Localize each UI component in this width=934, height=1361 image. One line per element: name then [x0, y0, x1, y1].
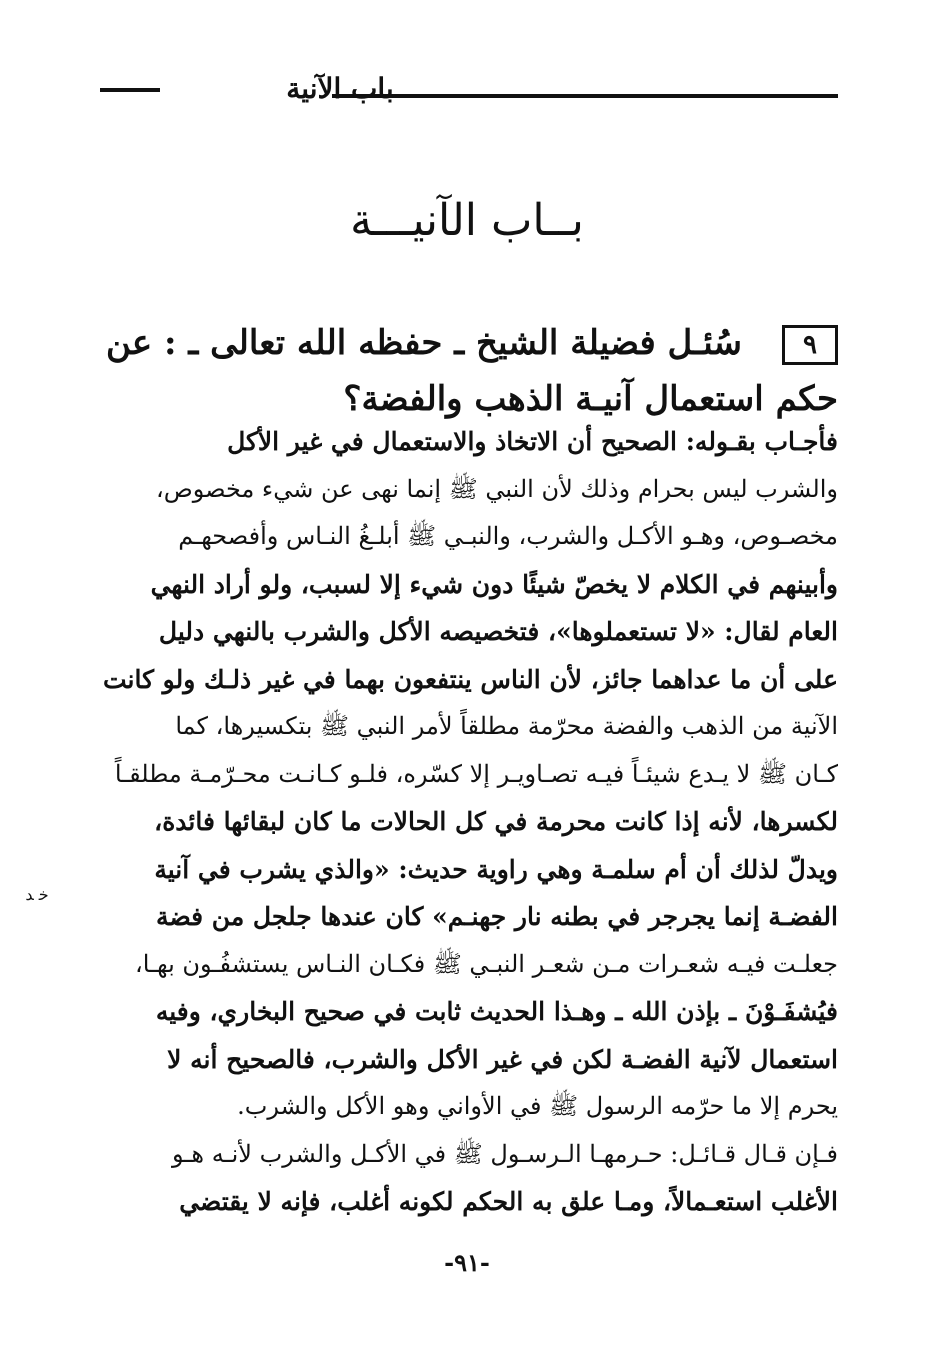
question-line-1 — [100, 315, 838, 371]
chapter-title: بــاب الآنيـــة — [350, 195, 584, 246]
header-rule-short — [100, 88, 160, 92]
body-line: الآنية من الذهب والفضة محرّمة مطلقاً لأمر النبي ﷺ بتكسيرها، كما — [175, 712, 838, 740]
question-text-1: سُئـل فضيلة الشيخ ـ حفظه الله تعالى ـ : عن — [105, 323, 742, 363]
body-line: ويدلّ لذلك أن أم سلمـة وهي راوية حديث: «والذي يشرب في آنية — [154, 854, 838, 884]
body-line: يحرم إلا ما حرّمه الرسول ﷺ في الأواني وهو الأكل والشرب. — [237, 1092, 838, 1120]
body-line: مخصـوص، وهـو الأكـل والشرب، والنبـي ﷺ أبلـغُ النـاس وأفصحهـم — [178, 522, 838, 550]
body-line: العام لقال: «لا تستعملوها»، فتخصيصه الأكل والشرب بالنهي دليل — [158, 617, 838, 646]
body-line: على أن ما عداهما جائز، لأن الناس ينتفعون بهما في غير ذلـك ولو كانت — [102, 664, 838, 694]
running-header — [100, 70, 838, 120]
body-line: الفضـة إنما يجرجر في بطنه نار جهنـم» كان عندها جلجل من فضة — [156, 902, 838, 931]
page-number: -٩١- — [444, 1248, 490, 1277]
body-line: لكسرها، لأنه إذا كانت محرمة في كل الحالات ما كان لبقائها فائدة، — [154, 807, 838, 836]
body-line: والشرب ليس بحرام وذلك لأن النبي ﷺ إنما نهى عن شيء مخصوص، — [155, 474, 838, 503]
body-line: كـان ﷺ لا يـدع شيئـاً فيـه تصـاويـر إلا كسّره، فلـو كـانـت محـرّمـة مطلقـاً — [114, 759, 838, 788]
body-line: فأجـاب بقـوله: الصحيح أن الاتخاذ والاستعمال في غير الأكل — [227, 427, 838, 456]
question-number-box: ٩ — [782, 325, 838, 365]
body-line: الأغلب استعـمالاً، ومـا علق به الحكم لكونه أغلب، فإنه لا يقتضي — [179, 1187, 838, 1216]
body-line: جعلـت فيـه شعـرات مـن شعـر النبـي ﷺ فكـان النـاس يستشفُـون بهـا، — [134, 949, 838, 978]
question-line-2: حكم استعمال آنيـة الذهب والفضة؟ — [343, 379, 838, 419]
answer-body — [100, 418, 838, 1226]
question-block — [100, 315, 838, 427]
margin-note: ﺧ ﺪ — [25, 885, 49, 904]
body-line: فيُشفَـوْنَ ـ بإذن الله ـ وهـذا الحديث ثابت في صحيح البخاري، وفيه — [155, 997, 838, 1026]
running-title: باب الآنية — [286, 72, 394, 105]
body-line: وأبينهم في الكلام لا يخصّ شيئًا دون شيء إلا لسبب، ولو أراد النهي — [150, 569, 838, 599]
body-line: استعمال لآنية الفضـة لكن في غير الأكل والشرب، فالصحيح أنه لا — [167, 1044, 838, 1074]
body-line: فـإن قـال قـائـل: حـرمهـا الـرسـول ﷺ في الأكـل والشرب لأنـه هـو — [172, 1139, 838, 1168]
